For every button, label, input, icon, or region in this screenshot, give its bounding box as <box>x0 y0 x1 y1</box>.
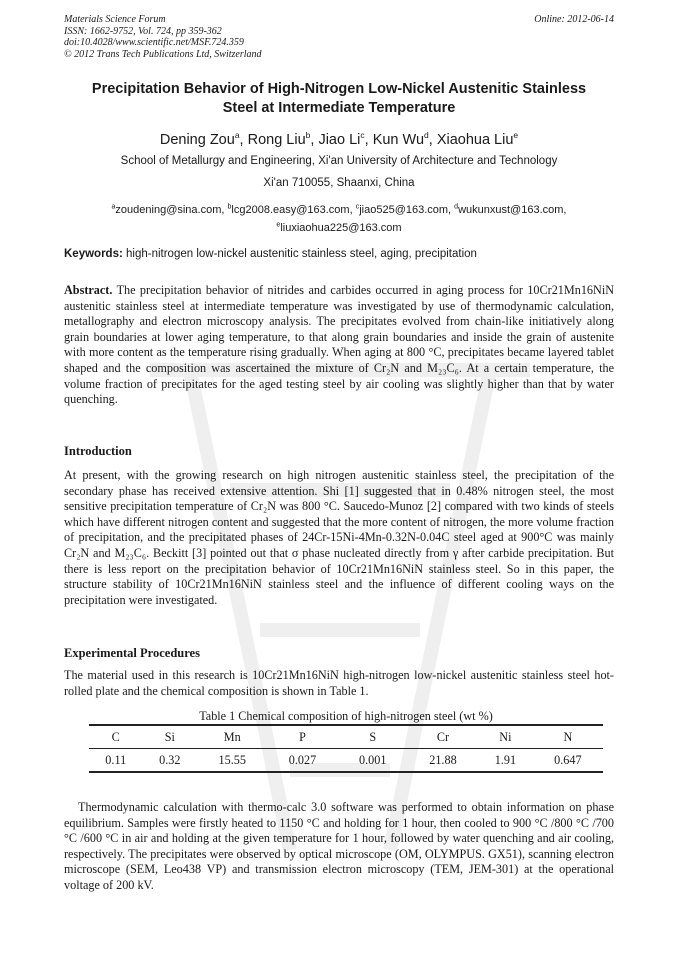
email-b[interactable]: $^b$lcg2008.easy@163.com, <box>227 203 353 216</box>
experimental-heading: Experimental Procedures <box>64 646 200 660</box>
abstract <box>64 283 614 408</box>
email-d[interactable]: $^d$wukunxust@163.com, <box>454 203 567 216</box>
table-row <box>89 749 603 773</box>
journal-meta <box>64 14 262 60</box>
value-cell: 1.91 <box>478 749 533 773</box>
keywords-label: Keywords: <box>64 248 123 260</box>
email-a[interactable]: $^a$zoudening@sina.com, <box>111 203 225 216</box>
affiliation-line-2: Xi'an 710055, Shaanxi, China <box>263 177 415 189</box>
doi-line: doi:10.4028/www.scientific.net/MSF.724.359 <box>64 37 244 48</box>
email-c[interactable]: $^c$jiao525@163.com, <box>355 203 452 216</box>
introduction-heading: Introduction <box>64 444 132 458</box>
value-cell: 21.88 <box>408 749 478 773</box>
affiliation-line-1: School of Metallurgy and Engineering, Xi'an University of Architecture and Technology <box>120 155 558 167</box>
journal-name: Materials Science Forum <box>64 14 166 25</box>
author: Dening Zou$^a$, <box>159 130 248 148</box>
title-line-2: Steel at Intermediate Temperature <box>222 100 456 116</box>
table-caption: Table 1 Chemical composition of high-nitrogen steel (wt %) <box>199 709 493 723</box>
value-cell: 0.647 <box>533 749 603 773</box>
title-line-1: Precipitation Behavior of High-Nitrogen Low-Nickel Austenitic Stainless <box>91 81 587 97</box>
author-list <box>64 130 614 148</box>
author-emails <box>64 199 614 236</box>
issn-line: ISSN: 1662-9752, Vol. 724, pp 359-362 <box>64 25 222 37</box>
paper-title <box>64 80 614 118</box>
experimental-text-1: The material used in this research is 10Cr21Mn16NiN high-nitrogen low-nickel austenitic stainless steel hot-rolled plate and the chemical composition is shown in Table 1. <box>64 668 614 698</box>
header-cell: C <box>89 725 143 749</box>
author: Rong Liu$^b$, <box>247 130 319 148</box>
header-cell: Mn <box>197 725 267 749</box>
abstract-label: Abstract. <box>64 283 113 297</box>
header-cell: P <box>267 725 337 749</box>
email-e[interactable]: $^e$liuxiaohua225@163.com <box>276 221 402 235</box>
table-1 <box>89 709 603 773</box>
copyright-line: © 2012 Trans Tech Publications Ltd, Switzerland <box>64 48 262 60</box>
header-cell: S <box>338 725 408 749</box>
author: Kun Wu$^d$, <box>372 130 437 148</box>
online-date: Online: 2012-06-14 <box>534 14 614 25</box>
header-cell: Ni <box>478 725 533 749</box>
introduction-text: At present, with the growing research on high nitrogen austenitic stainless steel, the precipitation of the secondary phase has received extensive attention. Shi [1] suggested that in 0.48% nitrogen steel, the most sensitive precipitation temperature of Cr₂N was 800 °C. Saucedo-Munoz [2] compared with two kinds of steels which have different nitrogen content and suggested that the more content of nitrogen, the more volume fraction of precipitation, and the precipitated phases of 24Cr-15Ni-4Mn-0.32N-0.04C steel aged at 900°C was mainly Cr₂N and M₂₃C₆. Beckitt [3] pointed out that σ phase nucleated directly from γ after carbide precipitation. But there is less report on the precipitation behavior of 10Cr21Mn16NiN stainless steel. So in this paper, the structure stability of 10Cr21Mn16NiN stainless steel and the influence of different cooling ways on the precipitation were investigated. <box>64 468 614 607</box>
experimental-text-2: Thermodynamic calculation with thermo-calc 3.0 software was performed to obtain information on phase equilibrium. Samples were firstly heated to 1150 °C and holding for 1 hour, then cooled to 900 °C /800 °C /700 °C /600 °C in air and holding at the given temperature for 1 hour, followed by water quenching and air cooling, respectively. The precipitates were observed by optical microscope (OM, OLYMPUS. GX51), scanning electron microscope (SEM, Leo438 VP) and transmission electron microscopy (TEM, JEM-301) at the operational voltage of 200 kV. <box>64 800 614 892</box>
composition-table <box>89 724 603 773</box>
author: Xiaohua Liu$^e$ <box>436 130 519 148</box>
table-header-row <box>89 725 603 749</box>
author: Jiao Li$^c$, <box>318 130 373 148</box>
header-cell: Si <box>143 725 198 749</box>
keywords <box>64 248 614 260</box>
abstract-text: The precipitation behavior of nitrides and carbides occurred in aging process for 10Cr21Mn16NiN austenitic stainless steel at intermediate temperature was investigated by use of thermodynamic calculation, metallography and electron microscopy analysis. The precipitates evolved from chain-like initiatively along grain boundaries at lower aging temperature, to that along grain boundaries and inside the grain of austenite with more content as the temperature rising gradually. When aging at 800 °C, precipitates became layered tablet shaped and the composition was ascertained the mixture of Cr₂N and M₂₃C₆. At a certain temperature, the volume fraction of precipitates for the aged testing steel by air cooling was slightly higher than that by water quenching. <box>64 283 615 407</box>
header-cell: N <box>533 725 603 749</box>
value-cell: 0.32 <box>143 749 198 773</box>
value-cell: 0.027 <box>267 749 337 773</box>
header-cell: Cr <box>408 725 478 749</box>
value-cell: 15.55 <box>197 749 267 773</box>
value-cell: 0.11 <box>89 749 143 773</box>
value-cell: 0.001 <box>338 749 408 773</box>
keywords-text: high-nitrogen low-nickel austenitic stainless steel, aging, precipitation <box>126 248 477 260</box>
